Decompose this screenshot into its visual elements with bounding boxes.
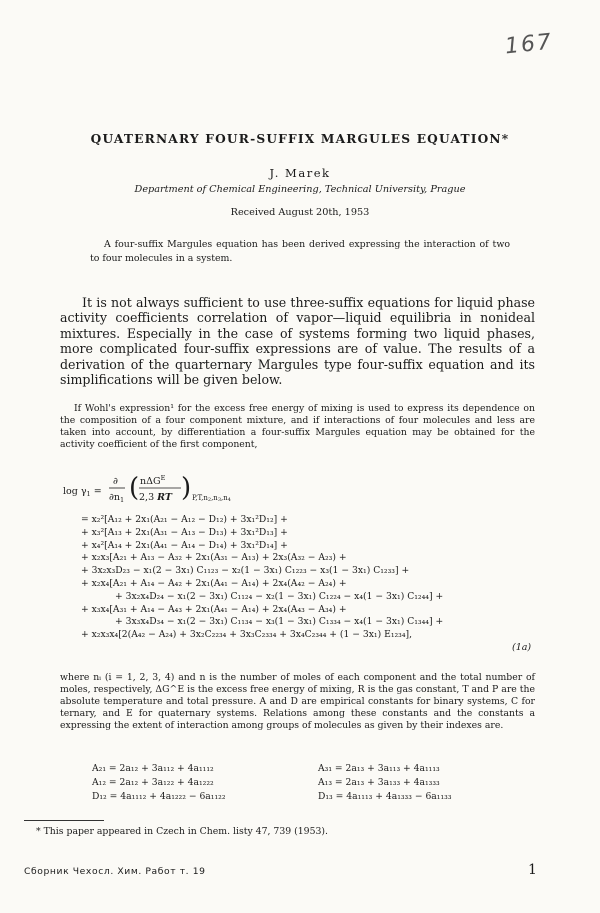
page-number: 1 — [528, 862, 537, 878]
svg-text:P,T,n2,n3,n4: P,T,n2,n3,n4 — [192, 494, 231, 503]
footnote: * This paper appeared in Czech in Chem. listy 47, 739 (1953). — [36, 826, 328, 837]
equation-line: + 3x₂x₄D₂₄ − x₁(2 − 3x₁) C₁₁₂₄ − x₂(1 − 3x₁) C₁₂₂₄ − x₄(1 − 3x₁) C₁₂₄₄] + — [115, 590, 444, 602]
equation-number: (1a) — [512, 642, 532, 653]
body-paragraph: If Wohl's expression¹ for the excess free energy of mixing is used to express its dependence on the composition of a four component mixture, and if interactions of four molecules and less are taken into account, by differentiation a four-suffix Margules equation may be obtained for the activity coefficient of the first component, — [60, 403, 535, 450]
svg-text:log γ1 =: $\log \gamma_1$ = — [63, 486, 102, 498]
equation-body — [81, 514, 443, 642]
constants-right — [318, 762, 452, 804]
constants-left — [92, 762, 226, 804]
constant-relation: A₃₁ = 2a₁₃ + 3a₁₁₃ + 4a₁₁₁₃ — [318, 763, 440, 774]
svg-text:(: ( — [129, 473, 140, 503]
constant-relation: A₁₂ = 2a₁₂ + 3a₁₂₂ + 4a₁₂₂₂ — [92, 777, 214, 788]
svg-text:∂: ∂ — [113, 476, 118, 487]
svg-text:∂n1: $\partial n_1$ — [109, 492, 125, 504]
equation-line: + x₃x₄[A₃₁ + A₁₄ − A₄₃ + 2x₁(A₄₁ − A₁₄) + 2x₄(A₄₃ − A₃₄) + — [81, 603, 347, 615]
footnote-rule — [24, 820, 104, 821]
abstract: A four-suffix Margules equation has been derived expressing the interaction of two to four molecules in a system. — [90, 239, 510, 264]
equation-line: + 3x₃x₄D₃₄ − x₁(2 − 3x₁) C₁₁₃₄ − x₃(1 − 3x₁) C₁₃₃₄ − x₄(1 − 3x₁) C₁₃₄₄] + — [115, 616, 444, 628]
constant-relation: A₂₁ = 2a₁₂ + 3a₁₁₂ + 4a₁₁₁₂ — [92, 763, 214, 774]
equation-lhs — [63, 470, 363, 510]
equation-lhs-graphic — [63, 470, 363, 510]
equation-line: + x₃²[A₁₃ + 2x₁(A₃₁ − A₁₃ − D₁₃) + 3x₁²D₁₃] + — [81, 526, 288, 538]
where-paragraph: where nᵢ (i = 1, 2, 3, 4) and n is the number of moles of each component and the total number of moles, respectively, ΔG^E is the excess free energy of mixing, R is the gas constant, T and P are the absolute temperature and total pressure. A and D are empirical constants for binary systems, C for ternary, and E for quaternary systems. Relations among these constants and the constants a expressing the extent of interaction among groups of molecules as given by their indexes are. — [60, 672, 535, 731]
svg-text:): ) — [181, 473, 192, 503]
received-date: Received August 20th, 1953 — [230, 207, 370, 218]
svg-text:2,3 RT: 2,3 RT — [139, 492, 172, 503]
intro-paragraph: It is not always sufficient to use three-suffix equations for liquid phase activity coefficients correlation of vapor—liquid equilibria in nonideal mixtures. Especially in the case of systems forming two liquid phases, more complicated four-suffix expressions are of value. The results of a derivation of the quarternary Margules type four-suffix equation and its simplifications will be given below. — [60, 295, 535, 388]
equation-line: + x₄²[A₁₄ + 2x₁(A₄₁ − A₁₄ − D₁₄) + 3x₁²D₁₄] + — [81, 539, 288, 551]
svg-text:nΔGE: nΔG$^E$ — [140, 474, 166, 487]
affiliation: Department of Chemical Engineering, Technical University, Prague — [134, 184, 466, 195]
equation-line: + 3x₂x₃D₂₃ − x₁(2 − 3x₁) C₁₁₂₃ − x₂(1 − 3x₁) C₁₂₂₃ − x₃(1 − 3x₁) C₁₂₃₃] + — [81, 565, 410, 577]
paper-title: QUATERNARY FOUR-SUFFIX MARGULES EQUATION* — [90, 132, 510, 146]
handwritten-page-number: 167 — [503, 29, 555, 60]
journal-footer: Сборник Чехосл. Хим. Работ т. 19 — [24, 866, 206, 877]
constant-relation: D₁₃ = 4a₁₁₁₃ + 4a₁₃₃₃ − 6a₁₁₃₃ — [318, 791, 452, 802]
equation-line: = x₂²[A₁₂ + 2x₁(A₂₁ − A₁₂ − D₁₂) + 3x₁²D₁₂] + — [81, 514, 288, 525]
constant-relation: A₁₃ = 2a₁₃ + 3a₁₃₃ + 4a₁₃₃₃ — [318, 777, 440, 788]
equation-line: + x₂x₃[A₂₁ + A₁₃ − A₃₂ + 2x₁(A₃₁ − A₁₃) + 2x₃(A₃₂ − A₂₃) + — [81, 552, 347, 564]
author-name: J. Marek — [269, 166, 331, 180]
equation-line: + x₂x₃x₄[2(A₄₂ − A₂₄) + 3x₂C₂₂₃₄ + 3x₃C₂₃₃₄ + 3x₄C₂₃₄₄ + (1 − 3x₁) E₁₂₃₄], — [81, 629, 413, 641]
equation-line: + x₂x₄[A₂₁ + A₁₄ − A₄₂ + 2x₁(A₄₁ − A₁₄) + 2x₄(A₄₂ − A₂₄) + — [81, 577, 347, 589]
constant-relation: D₁₂ = 4a₁₁₁₂ + 4a₁₂₂₂ − 6a₁₁₂₂ — [92, 791, 226, 802]
